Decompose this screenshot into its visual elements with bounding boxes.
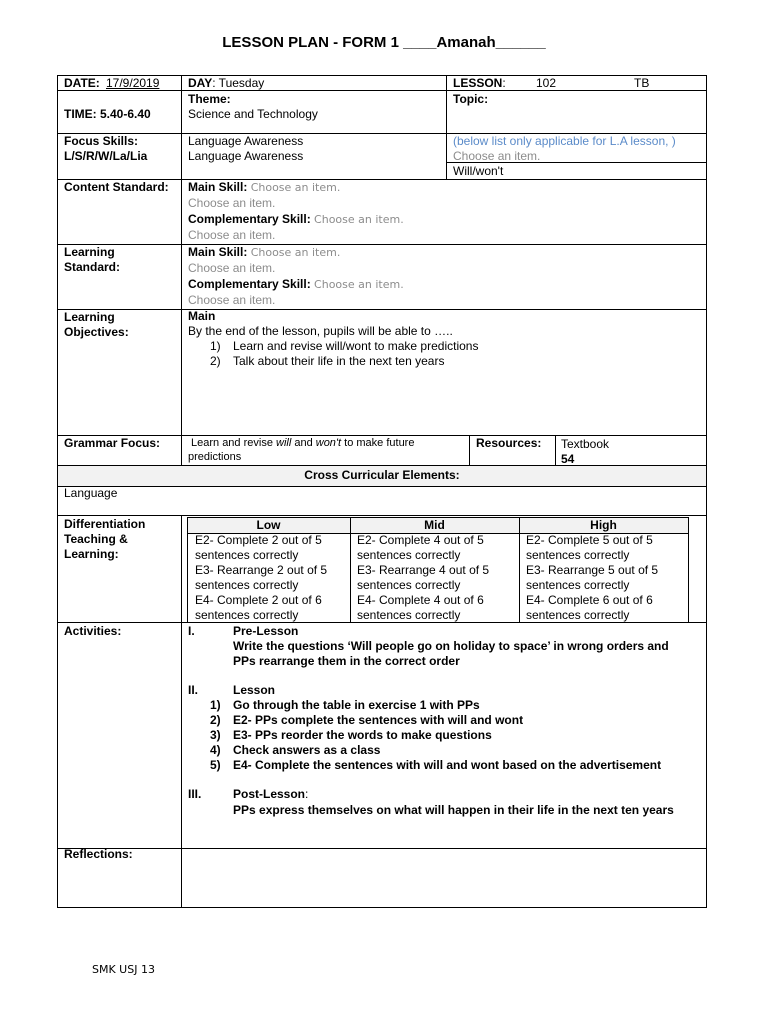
diff-mid-line: sentences correctly [357,608,461,622]
diff-mid-line: sentences correctly [357,578,461,592]
diff-low-line: E2- Complete 2 out of 5 [195,533,322,547]
cs-dropdown-4[interactable]: Choose an item. [188,228,276,242]
page-title: LESSON PLAN - FORM 1 ____Amanah______ [222,34,546,51]
diff-high-line: sentences correctly [526,578,630,592]
grammar-will: will [276,437,292,449]
focus-skills-sublabel: L/S/R/W/La/Lia [64,149,148,163]
focus-skill-2: Language Awareness [188,149,304,163]
time-label: TIME: 5.40-6.40 [64,107,151,121]
objectives-intro: By the end of the lesson, pupils will be able to ….. [188,324,453,338]
grammar-text-a: Learn and revise [191,437,276,449]
date-label: DATE: [64,76,100,90]
reflections-label: Reflections: [64,847,133,861]
cs-comp-dropdown[interactable]: Choose an item. [314,213,404,226]
diff-header-low: Low [256,518,281,532]
cs-comp-skill [188,212,404,227]
la-note: (below list only applicable for L.A lesson, ) [453,134,676,148]
diff-low-line: sentences correctly [195,578,299,592]
grammar-focus-text-2: predictions [188,451,242,463]
lesson-number: 102 [536,76,557,90]
lesson-num: II. [188,683,199,697]
lesson-item-text: E2- PPs complete the sentences with will and wont [233,713,524,727]
lesson-item-num: 3) [210,728,221,742]
differentiation-label: Differentiation [64,517,146,531]
lesson-item-text: E4- Complete the sentences with will and wont based on the advertisement [233,758,662,772]
ls-comp-label: Complementary Skill: [188,277,311,291]
ls-main-skill [188,245,340,260]
content-standard-label: Content Standard: [64,180,169,194]
lesson-item-num: 2) [210,713,221,727]
lesson-item-num: 1) [210,698,221,712]
post-lesson-num: III. [188,787,202,801]
diff-low-line: sentences correctly [195,548,299,562]
grammar-focus-label: Grammar Focus: [64,436,161,450]
grammar-focus-text [191,436,414,451]
theme-value: Science and Technology [188,107,318,121]
day-label: DAY [188,76,213,90]
grammar-and: and [291,437,316,449]
lesson-item-text: Go through the table in exercise 1 with PPs [233,698,480,712]
objectives-sublabel: Objectives: [64,325,129,339]
objective-1-num: 1) [210,339,221,353]
grammar-text-b: to make future [341,437,415,449]
theme-label: Theme: [188,92,231,106]
resources-label: Resources: [476,436,542,450]
diff-high-line: E2- Complete 5 out of 5 [526,533,653,547]
post-lesson-title: Post-Lesson [233,787,306,801]
cross-curricular-value: Language [64,486,118,500]
focus-skills-label: Focus Skills: [64,134,139,148]
learning-standard-label: Learning [64,245,115,259]
differentiation-label-2: Teaching & [64,532,128,546]
diff-high-line: E4- Complete 6 out of 6 [526,593,653,607]
lesson-item-text: E3- PPs reorder the words to make questions [233,728,492,742]
ls-main-dropdown[interactable]: Choose an item. [250,246,341,259]
learning-standard-sublabel: Standard: [64,260,121,274]
pre-lesson-line-2: PPs rearrange them in the correct order [233,654,460,668]
cs-main-dropdown[interactable]: Choose an item. [250,181,341,194]
objective-1-text: Learn and revise will/wont to make predictions [233,339,479,353]
objective-2-text: Talk about their life in the next ten years [233,354,445,368]
ls-comp-dropdown[interactable]: Choose an item. [314,278,404,291]
lesson-label: LESSON [453,76,503,90]
diff-mid-line: E2- Complete 4 out of 5 [357,533,484,547]
diff-mid-line: E4- Complete 4 out of 6 [357,593,484,607]
la-item: Will/won't [453,164,504,178]
diff-high-line: sentences correctly [526,548,630,562]
lesson-colon: : [502,76,506,90]
diff-header-mid: Mid [424,518,445,532]
activities-label: Activities: [64,624,122,638]
diff-mid-line: E3- Rearrange 4 out of 5 [357,563,490,577]
cross-curricular-heading: Cross Curricular Elements: [304,468,460,482]
diff-high-line: sentences correctly [526,608,630,622]
diff-mid-line: sentences correctly [357,548,461,562]
day-field [188,76,264,91]
lesson-item-num: 4) [210,743,221,757]
pre-lesson-num: I. [188,624,195,638]
post-lesson-colon: : [305,787,309,801]
date-value: 17/9/2019 [106,76,160,90]
lesson-tb: TB [634,76,650,90]
objective-2-num: 2) [210,354,221,368]
grammar-wont: won't [315,437,342,449]
resource-1: Textbook [561,437,610,451]
pre-lesson-title: Pre-Lesson [233,624,299,638]
lesson-title: Lesson [233,683,276,697]
pre-lesson-line-1: Write the questions ‘Will people go on holiday to space’ in wrong orders and [233,639,669,653]
post-lesson-heading [233,787,308,802]
topic-label: Topic: [453,92,489,106]
ls-main-label: Main Skill: [188,245,248,259]
focus-skill-1: Language Awareness [188,134,304,148]
diff-high-line: E3- Rearrange 5 out of 5 [526,563,659,577]
ls-dropdown-4[interactable]: Choose an item. [188,293,276,307]
objectives-label: Learning [64,310,115,324]
objectives-main: Main [188,309,216,323]
cs-main-skill [188,180,340,195]
diff-low-line: E3- Rearrange 2 out of 5 [195,563,328,577]
lesson-item-num: 5) [210,758,221,772]
lesson-field [453,76,506,91]
diff-low-line: E4- Complete 2 out of 6 [195,593,322,607]
cs-main-label: Main Skill: [188,180,248,194]
ls-comp-skill [188,277,404,292]
cs-comp-label: Complementary Skill: [188,212,311,226]
footer-school: SMK USJ 13 [92,963,155,976]
resource-2: 54 [561,452,575,466]
cs-dropdown-2[interactable]: Choose an item. [188,196,276,210]
ls-dropdown-2[interactable]: Choose an item. [188,261,276,275]
diff-header-high: High [590,518,617,532]
day-value: : Tuesday [212,76,265,90]
differentiation-label-3: Learning: [64,547,119,561]
la-choose-dropdown[interactable]: Choose an item. [453,149,541,163]
diff-low-line: sentences correctly [195,608,299,622]
lesson-item-text: Check answers as a class [233,743,381,757]
post-lesson-line: PPs express themselves on what will happen in their life in the next ten years [233,803,674,817]
